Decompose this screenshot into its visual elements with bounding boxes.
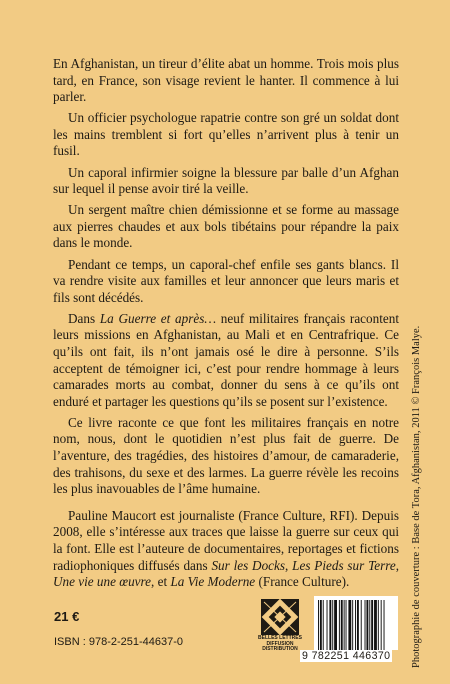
barcode-bar — [378, 600, 379, 650]
paragraph-nurse: Un caporal infirmier soigne la blessure par balle d’un Afghan sur lequel il pense avoir tiré la veille. — [53, 164, 399, 197]
logo-line: DIFFUSION — [266, 640, 294, 647]
barcode-number-wrap — [300, 650, 404, 662]
author-bio-end: (France Culture). — [255, 574, 350, 590]
barcode-bar — [357, 600, 359, 650]
author-bio-text: Pauline Maucort est journaliste (France Culture, RFI). Depuis 2008, elle s’intéresse aux traces que laisse la guerre sur ceux qui la font. Elle est l’auteure de documentaires, reportages et fictions radiophoniques diffusés dans — [53, 507, 399, 573]
barcode-bar — [334, 600, 337, 650]
barcode-bar — [374, 600, 377, 650]
separator: , — [285, 557, 293, 573]
barcode-bar — [329, 600, 331, 650]
barcode — [314, 596, 398, 650]
show-title: Une vie une œuvre — [53, 574, 152, 590]
paragraph-dog-handler: Un sergent maître chien démissionne et se forme au massage aux pierres chaudes et aux bols tibétains pour répandre la paix dans le monde. — [53, 202, 399, 251]
paragraph-book — [53, 311, 399, 411]
publisher-logo-icon — [258, 598, 302, 636]
barcode-bar — [332, 600, 333, 650]
separator: , et — [151, 574, 171, 590]
back-cover-text — [53, 56, 399, 595]
paragraph-sniper: En Afghanistan, un tireur d’élite abat un homme. Trois mois plus tard, en France, son visage revient le hanter. Il commence à lui parler. — [53, 56, 399, 105]
barcode-bar — [384, 600, 385, 650]
barcode-bar — [381, 600, 382, 650]
barcode-bar — [352, 600, 353, 650]
book-description: neuf militaires français racontent leurs missions en Afghanistan, au Mali et en Centrafrique. Ce qu’ils ont fait, ils n’ont jamais osé le dire à personne. S’ils acceptent de témoigner ici, c’est pour rendre hommage à leurs camarades morts au combat, donner du sens à ce qu’ils ont enduré et partager les questions qu’ils se posent sur l’existence. — [53, 310, 399, 409]
barcode-bar — [339, 600, 340, 650]
paragraph-psychologist: Un officier psychologue rapatrie contre son gré un soldat dont les mains tremblent si fort qu’elles n’arrivent plus à tenir un fusil. — [53, 110, 399, 159]
barcode-bars — [318, 600, 394, 650]
barcode-bar — [323, 600, 324, 650]
barcode-number: 9 782251 446370 — [302, 650, 391, 662]
logo-line: DISTRIBUTION — [262, 646, 298, 653]
logo-line: BELLES LETTRES — [258, 635, 302, 641]
barcode-bar — [344, 600, 345, 650]
show-title: Les Pieds sur Terre — [292, 557, 396, 573]
book-title: La Guerre et après… — [99, 310, 217, 326]
barcode-bar — [366, 600, 368, 650]
barcode-bar — [355, 600, 356, 650]
barcode-bar — [327, 600, 328, 650]
barcode-bar — [348, 600, 351, 650]
publisher-logo-text — [258, 636, 302, 653]
barcode-bar — [369, 600, 370, 650]
barcode-bar — [341, 600, 343, 650]
barcode-bar — [318, 600, 319, 650]
book-prefix: Dans — [68, 310, 100, 326]
barcode-bar — [371, 600, 373, 650]
barcode-bar — [320, 600, 322, 650]
barcode-bar — [361, 600, 362, 650]
author-bio — [53, 508, 399, 591]
show-title: La Vie Moderne — [170, 574, 256, 590]
paragraph-corporal: Pendant ce temps, un caporal-chef enfile ses gants blancs. Il va rendre visite aux familles et leur annoncer que leurs maris et fils sont décédés. — [53, 256, 399, 305]
publisher-logo — [258, 598, 302, 662]
barcode-bar — [346, 600, 347, 650]
isbn: ISBN : 978-2-251-44637-0 — [54, 636, 184, 648]
barcode-bar — [365, 600, 366, 650]
photo-credit: Photographie de couverture : Base de Tora, Afghanistan, 2011 © François Malye. — [411, 325, 422, 668]
paragraph-summary: Ce livre raconte ce que font les militaires français en notre nom, nous, dont le quotidien n’est plus fait de guerre. De l’aventure, des tragédies, des histoires d’amour, de camaraderie, des trahisons, du sexe et des larmes. La guerre révèle les recoins les plus inavouables de l’âme humaine. — [53, 414, 399, 497]
price: 21 € — [54, 609, 80, 624]
separator: , — [395, 557, 399, 573]
show-title: Sur les Docks — [211, 557, 286, 573]
